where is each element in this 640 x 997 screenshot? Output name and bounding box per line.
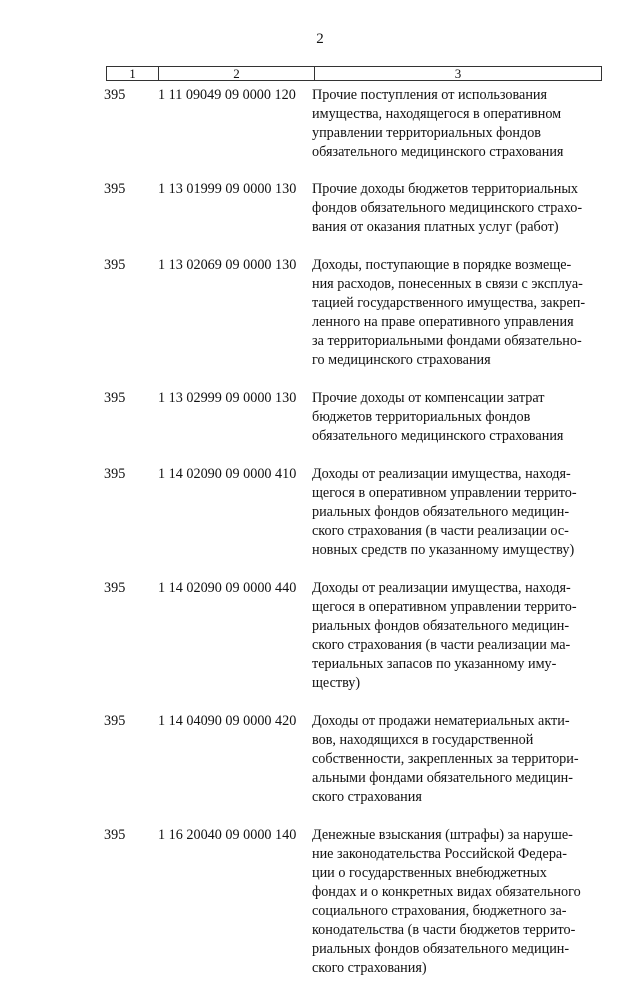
revenue-description: [312, 826, 602, 978]
description-line: щегося в оперативном управлении террито-: [312, 599, 577, 615]
budget-classification-code: 1 13 01999 09 0000 130: [158, 181, 297, 197]
description-line: го медицинского страхования: [312, 352, 491, 368]
description-line: Доходы, поступающие в порядке возмеще-: [312, 257, 572, 273]
description-line: ленного на праве оперативного управления: [312, 314, 574, 330]
description-line: Прочие доходы бюджетов территориальных: [312, 181, 578, 197]
description-line: териальных запасов по указанному иму-: [312, 656, 557, 672]
description-line: фондов обязательного медицинского страхо-: [312, 200, 583, 216]
revenue-description: [312, 579, 602, 693]
admin-code: 395: [104, 390, 126, 406]
header-col-2: 2: [159, 67, 315, 80]
table-row: [0, 180, 640, 237]
description-line: щегося в оперативном управлении террито-: [312, 485, 577, 501]
admin-code: 395: [104, 87, 126, 103]
budget-classification-code: 1 13 02069 09 0000 130: [158, 257, 297, 273]
revenue-description: [312, 389, 602, 446]
description-line: имущества, находящегося в оперативном: [312, 106, 562, 122]
description-line: вов, находящихся в государственной: [312, 732, 534, 748]
description-line: ского страхования): [312, 960, 427, 976]
description-line: ния расходов, понесенных в связи с эксплуа-: [312, 276, 583, 292]
revenue-description: [312, 180, 602, 237]
description-line: Доходы от реализации имущества, находя-: [312, 580, 571, 596]
revenue-description: [312, 465, 602, 560]
budget-classification-code: 1 13 02999 09 0000 130: [158, 390, 297, 406]
table-row: [0, 256, 640, 370]
description-line: фондах и о конкретных видах обязательного: [312, 884, 581, 900]
page-number: 2: [316, 31, 324, 47]
description-line: риальных фондов обязательного медицин-: [312, 504, 570, 520]
table-row: [0, 712, 640, 807]
revenue-description: [312, 712, 602, 807]
revenue-description: [312, 256, 602, 370]
description-line: Доходы от продажи нематериальных акти-: [312, 713, 570, 729]
table-row: [0, 579, 640, 693]
admin-code: 395: [104, 580, 126, 596]
budget-classification-code: 1 11 09049 09 0000 120: [158, 87, 296, 103]
admin-code: 395: [104, 827, 126, 843]
description-line: обязательного медицинского страхования: [312, 144, 564, 160]
description-line: ние законодательства Российской Федера-: [312, 846, 567, 862]
description-line: альными фондами обязательного медицин-: [312, 770, 573, 786]
table-row: [0, 389, 640, 446]
description-line: ществу): [312, 675, 361, 691]
description-line: ского страхования (в части реализации ос-: [312, 523, 569, 539]
description-line: Денежные взыскания (штрафы) за наруше-: [312, 827, 573, 843]
description-line: ского страхования: [312, 789, 422, 805]
table-body: [0, 86, 640, 997]
description-line: ского страхования (в части реализации ма-: [312, 637, 571, 653]
description-line: обязательного медицинского страхования: [312, 428, 564, 444]
description-line: социального страхования, бюджетного за-: [312, 903, 567, 919]
budget-classification-code: 1 14 02090 09 0000 440: [158, 580, 297, 596]
admin-code: 395: [104, 713, 126, 729]
description-line: бюджетов территориальных фондов: [312, 409, 531, 425]
budget-classification-code: 1 14 04090 09 0000 420: [158, 713, 297, 729]
description-line: конодательства (в части бюджетов террито-: [312, 922, 576, 938]
description-line: Прочие доходы от компенсации затрат: [312, 390, 545, 406]
header-col-1: 1: [107, 67, 159, 80]
table-row: [0, 826, 640, 978]
description-line: тацией государственного имущества, закреп-: [312, 295, 586, 311]
description-line: риальных фондов обязательного медицин-: [312, 618, 570, 634]
description-line: вания от оказания платных услуг (работ): [312, 219, 559, 235]
admin-code: 395: [104, 257, 126, 273]
description-line: Доходы от реализации имущества, находя-: [312, 466, 571, 482]
description-line: за территориальными фондами обязательно-: [312, 333, 582, 349]
budget-classification-code: 1 16 20040 09 0000 140: [158, 827, 297, 843]
header-col-3: 3: [454, 66, 462, 81]
description-line: новных средств по указанному имуществу): [312, 542, 575, 558]
admin-code: 395: [104, 181, 126, 197]
description-line: риальных фондов обязательного медицин-: [312, 941, 570, 957]
admin-code: 395: [104, 466, 126, 482]
description-line: ции о государственных внебюджетных: [312, 865, 547, 881]
table-row: [0, 465, 640, 560]
description-line: управлении территориальных фондов: [312, 125, 541, 141]
table-row: [0, 86, 640, 162]
table-header: [106, 66, 602, 81]
description-line: собственности, закрепленных за территори-: [312, 751, 579, 767]
budget-classification-code: 1 14 02090 09 0000 410: [158, 466, 297, 482]
description-line: Прочие поступления от использования: [312, 87, 548, 103]
revenue-description: [312, 86, 602, 162]
